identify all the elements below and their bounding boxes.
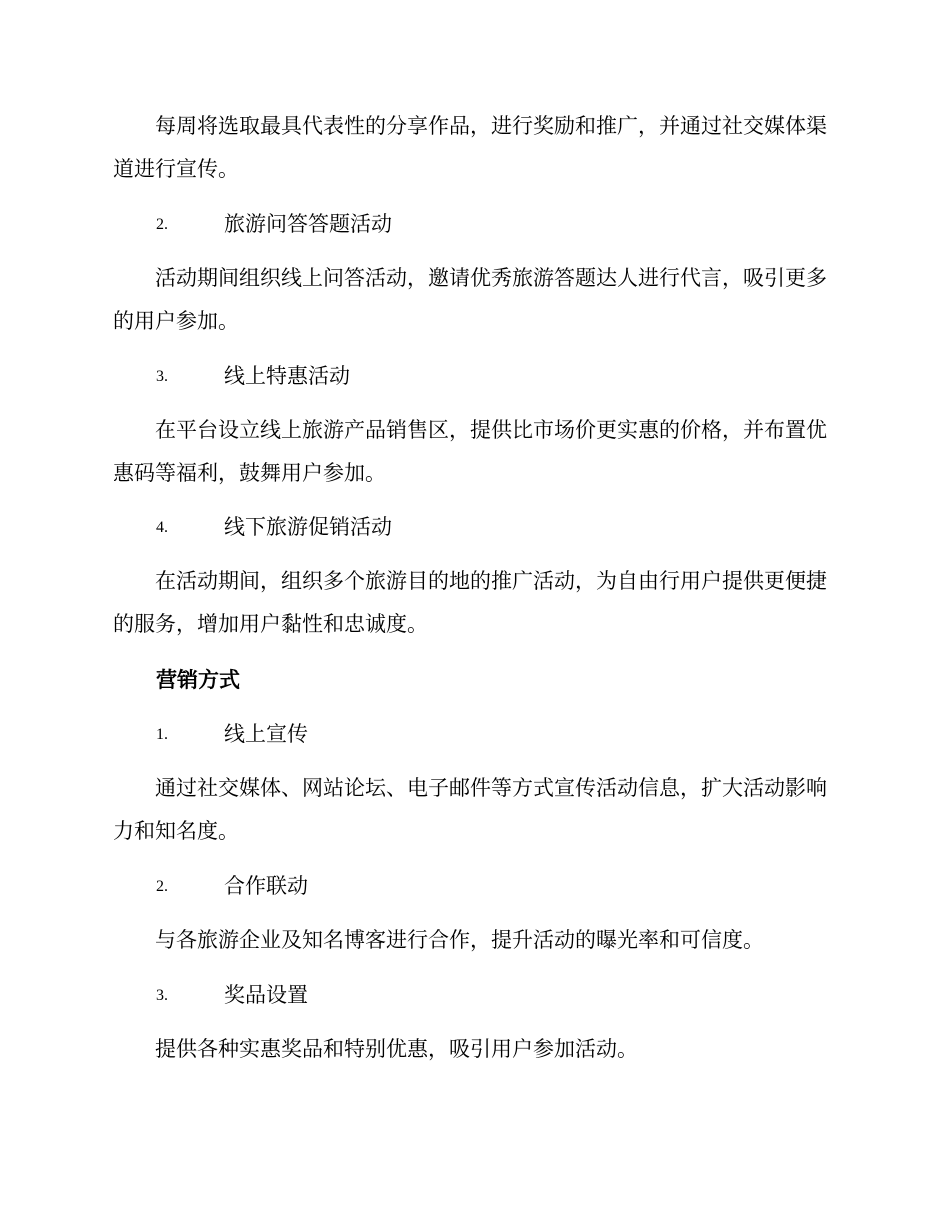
list-item-title: 线下旅游促销活动	[224, 515, 392, 539]
paragraph-offline-promotion: 在活动期间，组织多个旅游目的地的推广活动，为自由行用户提供更便捷的服务，增加用户黏性和忠诚度。	[113, 569, 827, 636]
list-item-title: 线上特惠活动	[224, 364, 350, 388]
paragraph-cooperation: 与各旅游企业及知名博客进行合作，提升活动的曝光率和可信度。	[155, 928, 764, 952]
list-number: 2.	[156, 216, 168, 233]
paragraph-prizes: 提供各种实惠奖品和特别优惠，吸引用户参加活动。	[155, 1037, 638, 1061]
list-item-title: 奖品设置	[224, 983, 308, 1007]
paragraph-online-publicity: 通过社交媒体、网站论坛、电子邮件等方式宣传活动信息，扩大活动影响力和知名度。	[113, 776, 827, 843]
section-heading-marketing: 营销方式	[156, 667, 240, 692]
paragraph-qa-activity: 活动期间组织线上问答活动，邀请优秀旅游答题达人进行代言，吸引更多的用户参加。	[113, 266, 827, 333]
list-item-title: 线上宣传	[224, 722, 308, 746]
paragraph-online-discount: 在平台设立线上旅游产品销售区，提供比市场价更实惠的价格，并布置优惠码等福利，鼓舞用户参加。	[113, 418, 827, 485]
paragraph-weekly-sharing: 每周将选取最具代表性的分享作品，进行奖励和推广，并通过社交媒体渠道进行宣传。	[113, 114, 827, 181]
list-number: 3.	[156, 368, 168, 385]
list-number: 3.	[156, 987, 168, 1004]
list-item-title: 合作联动	[224, 874, 308, 898]
list-number: 4.	[156, 519, 168, 536]
list-number: 1.	[156, 726, 168, 743]
list-item-title: 旅游问答答题活动	[224, 212, 392, 236]
list-number: 2.	[156, 878, 168, 895]
